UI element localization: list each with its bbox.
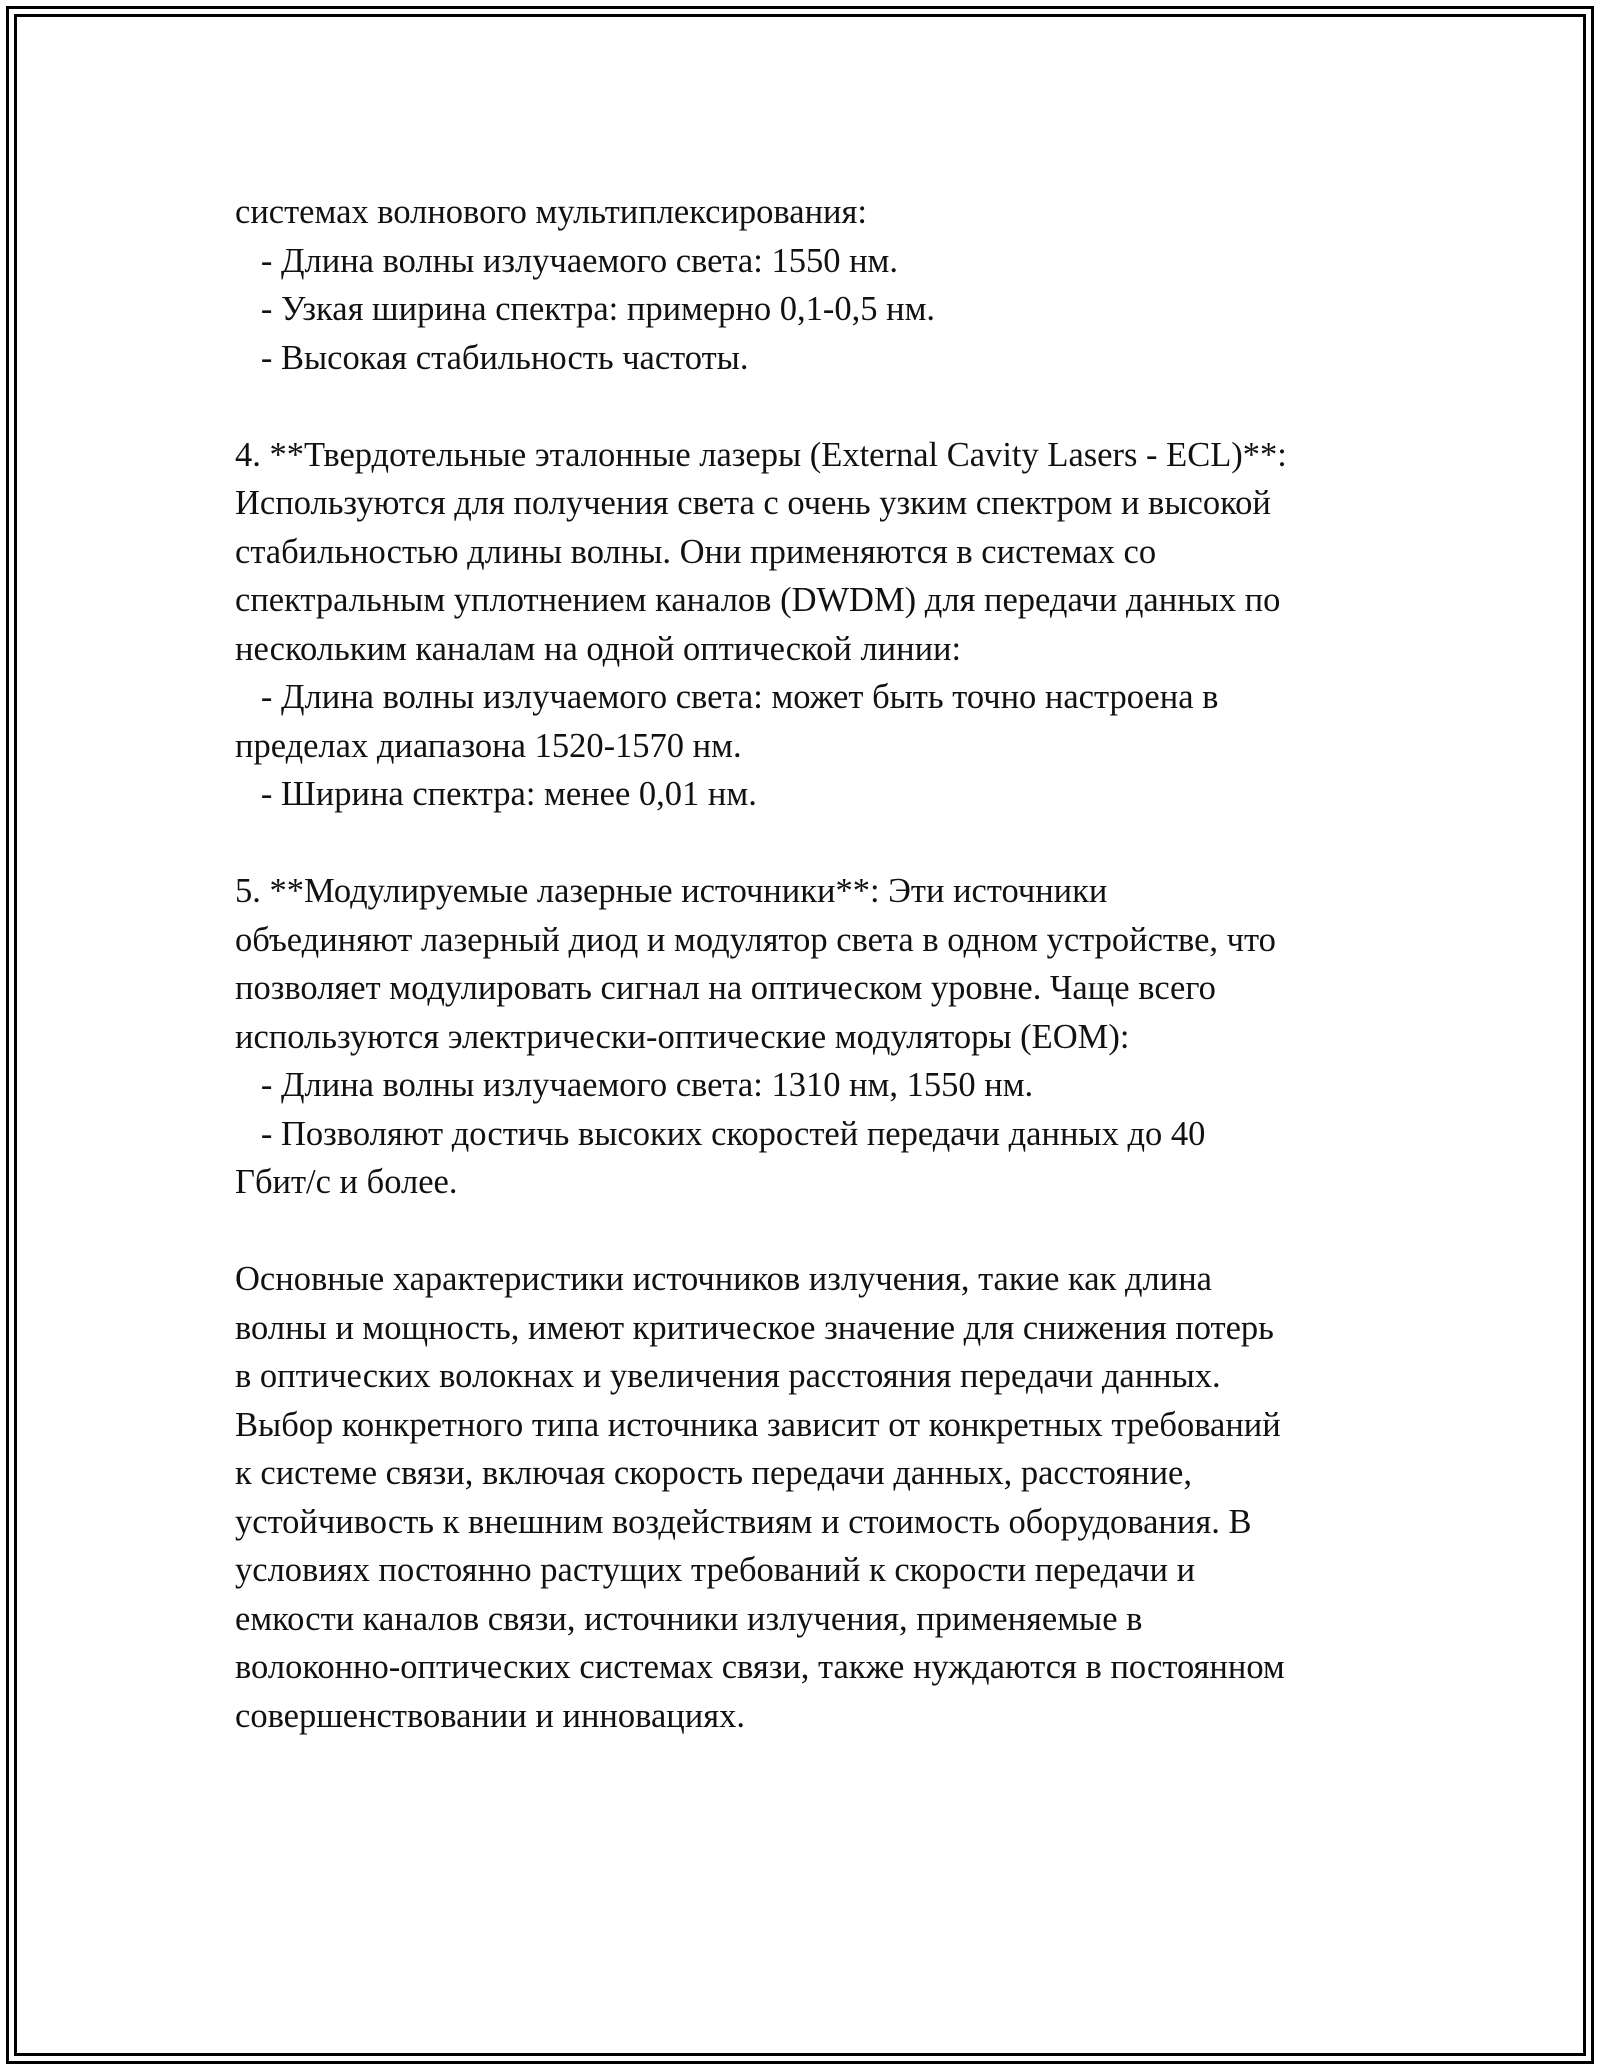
text-line: к системе связи, включая скорость передачи данных, расстояние, xyxy=(235,1454,1192,1492)
text-line: в оптических волокнах и увеличения расстояния передачи данных. xyxy=(235,1357,1221,1395)
text-line: стабильностью длины волны. Они применяются в системах со xyxy=(235,532,1157,571)
text-line: - Длина волны излучаемого света: может быть точно настроена в xyxy=(235,678,1219,716)
text-line: Выбор конкретного типа источника зависит от конкретных требований xyxy=(235,1405,1281,1444)
paragraph-block xyxy=(235,867,1375,1207)
text-line: - Длина волны излучаемого света: 1550 нм. xyxy=(235,241,898,280)
text-line: - Высокая стабильность частоты. xyxy=(235,338,749,377)
text-line: нескольким каналам на одной оптической линии: xyxy=(235,629,962,668)
text-line: объединяют лазерный диод и модулятор света в одном устройстве, что xyxy=(235,920,1276,959)
text-line: - Ширина спектра: менее 0,01 нм. xyxy=(235,775,757,813)
paragraph-block xyxy=(235,1255,1375,1740)
text-line: системах волнового мультиплексирования: xyxy=(235,193,867,231)
text-line: - Длина волны излучаемого света: 1310 нм, 1550 нм. xyxy=(235,1066,1034,1104)
text-line: используются электрически-оптические модуляторы (EOM): xyxy=(235,1017,1130,1056)
text-line: Основные характеристики источников излучения, такие как длина xyxy=(235,1260,1212,1298)
paragraph-block xyxy=(235,188,1375,382)
text-line: совершенствовании и инновациях. xyxy=(235,1696,745,1735)
text-line: Гбит/с и более. xyxy=(235,1163,458,1201)
document-body xyxy=(235,188,1375,1740)
paragraph-spacer xyxy=(235,382,1375,431)
text-line: 5. **Модулируемые лазерные источники**: Эти источники xyxy=(235,872,1108,910)
text-line: условиях постоянно растущих требований к скорости передачи и xyxy=(235,1551,1196,1589)
text-line: пределах диапазона 1520-1570 нм. xyxy=(235,726,742,765)
text-line: Используются для получения света с очень узким спектром и высокой xyxy=(235,484,1271,522)
text-line: - Узкая ширина спектра: примерно 0,1-0,5 нм. xyxy=(235,290,936,328)
text-line: - Позволяют достичь высоких скоростей передачи данных до 40 xyxy=(235,1114,1206,1153)
paragraph-spacer xyxy=(235,819,1375,868)
text-line: волоконно-оптических системах связи, также нуждаются в постоянном xyxy=(235,1648,1285,1686)
paragraph-spacer xyxy=(235,1207,1375,1256)
text-line: емкости каналов связи, источники излучения, применяемые в xyxy=(235,1599,1143,1638)
text-line: волны и мощность, имеют критическое значение для снижения потерь xyxy=(235,1308,1274,1347)
text-line: спектральным уплотнением каналов (DWDM) для передачи данных по xyxy=(235,581,1281,619)
text-line: 4. **Твердотельные эталонные лазеры (External Cavity Lasers - ECL)**: xyxy=(235,435,1287,474)
paragraph-block xyxy=(235,431,1375,819)
text-line: устойчивость к внешним воздействиям и стоимость оборудования. В xyxy=(235,1502,1252,1541)
text-line: позволяет модулировать сигнал на оптическом уровне. Чаще всего xyxy=(235,969,1216,1007)
